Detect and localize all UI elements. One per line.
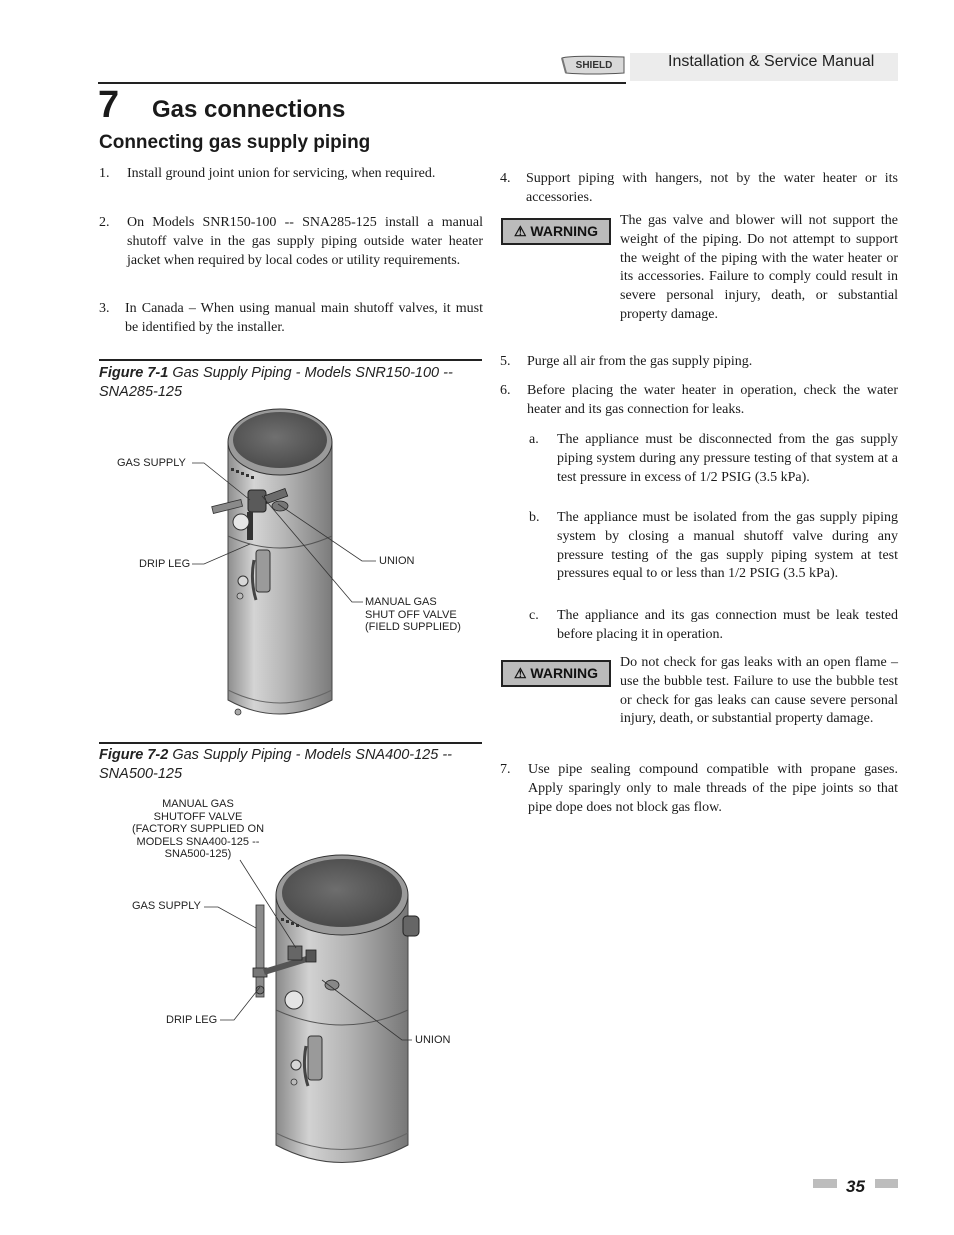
label-line: (FACTORY SUPPLIED ON — [131, 823, 265, 835]
figure-7-2-caption — [99, 746, 484, 784]
step-text: On Models SNR150-100 -- SNA285-125 install a manual shutoff valve in the gas supply piping outside water heater jacket when required by local codes or utility requirements. — [127, 215, 483, 268]
figure-number: Figure 7-1 — [99, 365, 169, 381]
footer-bar-left — [813, 1179, 837, 1188]
figure-caption-text: Gas Supply Piping - Models SNA400-125 -- SNA500-125 — [99, 747, 452, 782]
substep-text: The appliance must be isolated from the gas supply piping system by closing a manual shutoff valve during any pressure testing of the gas supply piping system at test pressures equal to or less than 1/2 PSIG (3.5 kPa). — [557, 510, 898, 582]
label-drip-leg: DRIP LEG — [166, 1014, 218, 1026]
label-line: MANUAL GAS — [162, 798, 234, 810]
warning-label: WARNING — [530, 665, 599, 681]
logo-text: SHIELD — [575, 60, 613, 71]
figure-number: Figure 7-2 — [99, 747, 169, 763]
section-title: Connecting gas supply piping — [99, 132, 371, 153]
step-number: 2. — [99, 215, 110, 230]
manual-title: Installation & Service Manual — [668, 53, 875, 70]
footer-bar-right — [875, 1179, 898, 1188]
label-union: UNION — [379, 555, 415, 567]
step-number: 7. — [500, 762, 511, 777]
substep-number: b. — [529, 510, 540, 525]
header-rule — [98, 82, 626, 84]
figure-rule — [99, 742, 482, 744]
substep-text: The appliance and its gas connection must be leak tested before placing it in operation. — [557, 608, 898, 642]
substep-number: c. — [529, 608, 539, 623]
step-number: 6. — [500, 383, 511, 398]
step-text: Install ground joint union for servicing, when required. — [127, 166, 436, 181]
warning-badge — [501, 660, 611, 687]
step-number: 1. — [99, 166, 110, 181]
step-text: Before placing the water heater in operation, check the water heater and its gas connection for leaks. — [527, 383, 898, 417]
warning-text: The gas valve and blower will not support the weight of the piping. Do not attempt to support the weight of the piping with the water heater or its accessories. Failure to comply could result in severe personal injury, death, or substantial property damage. — [620, 213, 898, 322]
chapter-number: 7 — [98, 84, 120, 126]
warning-text: Do not check for gas leaks with an open flame – use the bubble test. Failure to use the bubble test or check for gas leaks can cause severe personal injury, death, or substantial property damage. — [620, 655, 898, 727]
step-text: Support piping with hangers, not by the water heater or its accessories. — [526, 171, 898, 205]
step-number: 4. — [500, 171, 511, 186]
warning-icon: ⚠ — [513, 223, 527, 239]
label-gas-supply: GAS SUPPLY — [117, 457, 186, 469]
label-union: UNION — [415, 1034, 451, 1046]
warning-badge — [501, 218, 611, 245]
shield-logo — [560, 54, 626, 76]
warning-icon: ⚠ — [513, 665, 527, 681]
figure-rule — [99, 359, 482, 361]
label-line: SHUT OFF VALVE — [365, 608, 457, 621]
warning-label: WARNING — [530, 223, 599, 239]
label-line: (FIELD SUPPLIED) — [365, 621, 461, 633]
chapter-title: Gas connections — [152, 96, 346, 123]
substep-number: a. — [529, 432, 539, 447]
label-line: SHUTOFF VALVE — [153, 810, 243, 823]
label-line: MODELS SNA400-125 -- — [136, 835, 260, 848]
figure-caption-text: Gas Supply Piping - Models SNR150-100 -- SNA285-125 — [99, 365, 453, 400]
step-text: Use pipe sealing compound compatible with propane gases. Apply sparingly only to male threads of the pipe joints so that pipe dope does not block gas flow. — [528, 762, 898, 815]
label-manual-valve — [365, 596, 461, 634]
label-gas-supply: GAS SUPPLY — [132, 900, 201, 912]
page-number: 35 — [846, 1177, 865, 1196]
step-number: 3. — [99, 301, 110, 316]
step-number: 5. — [500, 354, 511, 369]
figure-7-1-caption — [99, 364, 484, 402]
label-line: MANUAL GAS — [365, 596, 437, 608]
step-text: In Canada – When using manual main shutoff valves, it must be identified by the installer. — [125, 301, 483, 335]
step-text: Purge all air from the gas supply piping. — [527, 354, 753, 369]
label-line: SNA500-125) — [164, 848, 232, 860]
label-drip-leg: DRIP LEG — [139, 558, 191, 570]
substep-text: The appliance must be disconnected from the gas supply piping system during any pressure testing of that system at a test pressure in excess of 1/2 PSIG (3.5 kPa). — [557, 432, 898, 485]
